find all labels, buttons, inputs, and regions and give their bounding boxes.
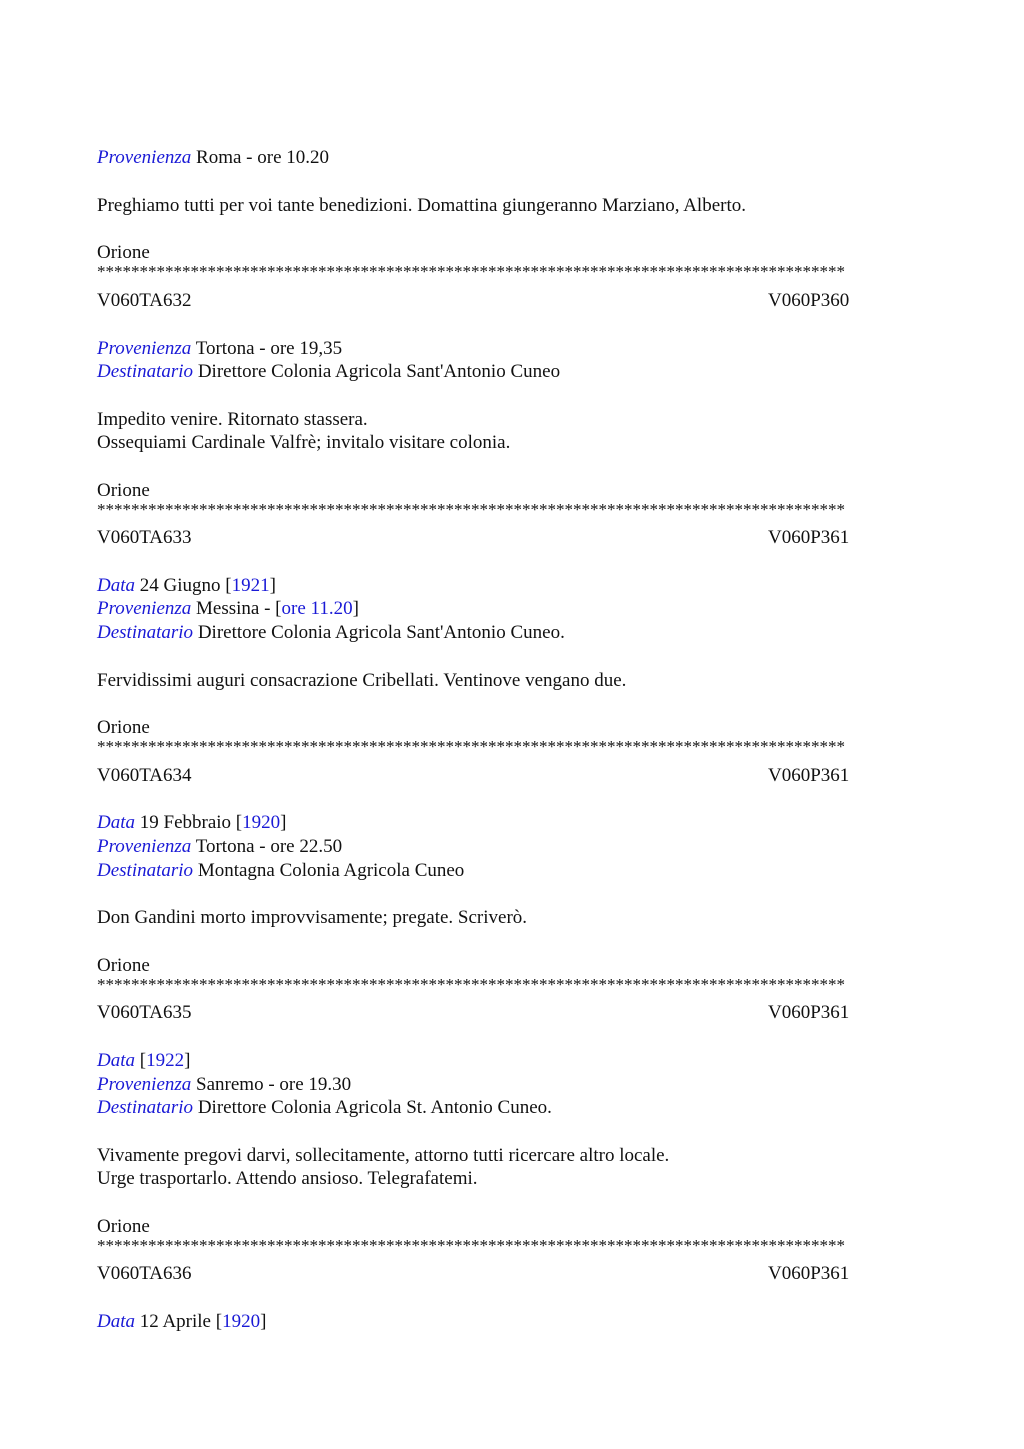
document-code: V060TA634 [97,765,192,786]
provenienza-label: Provenienza [97,1074,192,1095]
data-suffix: ] [260,1311,267,1332]
destinatario-label: Destinatario [97,361,194,382]
destinatario-line [97,360,560,383]
data-label: Data [97,812,135,833]
page-reference: V060P361 [768,1263,850,1284]
data-line [97,811,286,834]
separator: **************************************************************************************** [97,1239,845,1253]
destinatario-line [97,859,464,882]
data-prefix: [ [139,1050,147,1071]
data-year: 1920 [222,1311,261,1332]
data-line [97,1310,266,1333]
page-reference: V060P361 [768,527,850,548]
provenienza-label: Provenienza [97,338,192,359]
provenienza-time: ore 11.20 [281,598,353,619]
message-body: Don Gandini morto improvvisamente; pregate. Scriverò. [97,907,528,928]
destinatario-value: Montagna Colonia Agricola Cuneo [197,860,465,881]
separator: **************************************************************************************** [97,265,845,279]
provenienza-prefix: Messina - [ [196,598,282,619]
data-suffix: ] [280,812,287,833]
document-code: V060TA636 [97,1263,192,1284]
document-code: V060TA635 [97,1002,192,1023]
destinatario-value: Direttore Colonia Agricola Sant'Antonio Cuneo [197,361,561,382]
provenienza-label: Provenienza [97,598,192,619]
message-body: Impedito venire. Ritornato stassera. [97,409,368,430]
destinatario-label: Destinatario [97,1097,194,1118]
data-label: Data [97,1311,135,1332]
signature: Orione [97,717,150,738]
data-line [97,574,276,597]
data-prefix: 19 Febbraio [ [139,812,243,833]
message-body: Fervidissimi auguri consacrazione Cribellati. Ventinove vengano due. [97,670,627,691]
signature: Orione [97,955,150,976]
provenienza-label: Provenienza [97,147,192,168]
provenienza-line [97,337,342,360]
data-suffix: ] [184,1050,191,1071]
data-line [97,1049,190,1072]
message-body: Vivamente pregovi darvi, sollecitamente, attorno tutti ricercare altro locale. [97,1145,670,1166]
page-reference: V060P361 [768,1002,850,1023]
message-body: Urge trasportarlo. Attendo ansioso. Telegrafatemi. [97,1168,478,1189]
destinatario-line [97,1096,552,1119]
provenienza-line [97,835,342,858]
provenienza-label: Provenienza [97,836,192,857]
page-reference: V060P360 [768,290,850,311]
separator: **************************************************************************************** [97,503,845,517]
page-reference: V060P361 [768,765,850,786]
destinatario-label: Destinatario [97,622,194,643]
provenienza-value: Roma - ore 10.20 [196,147,330,168]
provenienza-value: Sanremo - ore 19.30 [196,1074,352,1095]
provenienza-line [97,597,359,620]
document-code: V060TA633 [97,527,192,548]
destinatario-label: Destinatario [97,860,194,881]
destinatario-value: Direttore Colonia Agricola Sant'Antonio Cuneo. [197,622,565,643]
data-label: Data [97,1050,135,1071]
signature: Orione [97,480,150,501]
data-prefix: 24 Giugno [ [139,575,232,596]
separator: **************************************************************************************** [97,740,845,754]
separator: **************************************************************************************** [97,978,845,992]
data-prefix: 12 Aprile [ [139,1311,223,1332]
data-year: 1921 [231,575,270,596]
provenienza-line [97,1073,351,1096]
data-label: Data [97,575,135,596]
destinatario-value: Direttore Colonia Agricola St. Antonio Cuneo. [197,1097,552,1118]
provenienza-value: Tortona - ore 22.50 [195,836,343,857]
destinatario-line [97,621,565,644]
provenienza-line [97,146,329,169]
data-year: 1922 [146,1050,185,1071]
provenienza-value: Tortona - ore 19,35 [195,338,343,359]
data-suffix: ] [269,575,276,596]
message-body: Ossequiami Cardinale Valfrè; invitalo visitare colonia. [97,432,511,453]
provenienza-suffix: ] [352,598,359,619]
document-code: V060TA632 [97,290,192,311]
message-body: Preghiamo tutti per voi tante benedizioni. Domattina giungeranno Marziano, Alberto. [97,195,746,216]
signature: Orione [97,1216,150,1237]
data-year: 1920 [242,812,281,833]
signature: Orione [97,242,150,263]
